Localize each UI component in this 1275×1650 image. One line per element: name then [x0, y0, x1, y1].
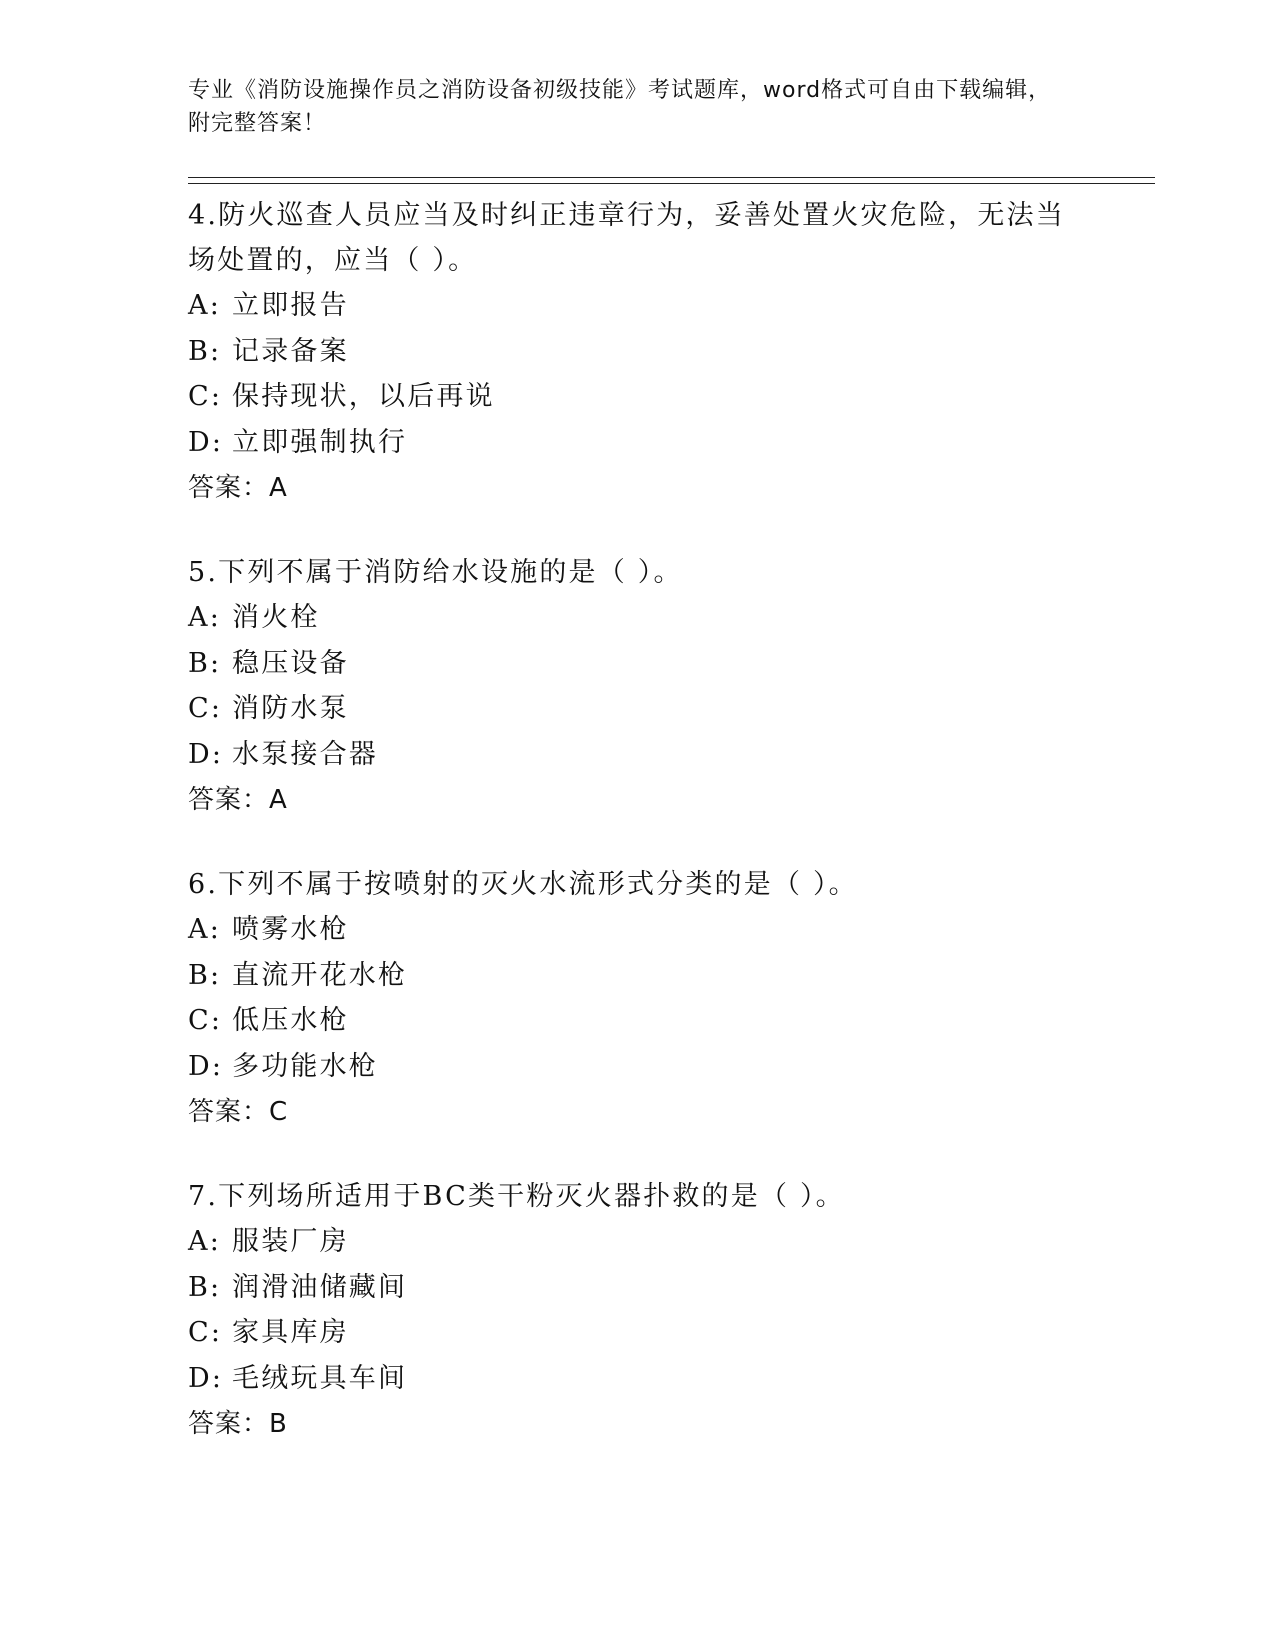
option-key: B:: [188, 959, 222, 991]
option-a: [188, 907, 1088, 953]
option-text: 喷雾水枪: [232, 914, 349, 945]
option-a: [188, 595, 1088, 641]
option-key: A:: [188, 602, 221, 633]
option-a: [188, 283, 1088, 329]
question-stem: 4.防火巡查人员应当及时纠正违章行为，妥善处置火灾危险，无法当场处置的，应当（ ）。: [188, 200, 1065, 276]
option-text: 消火栓: [232, 602, 320, 633]
option-key: D:: [188, 1362, 224, 1394]
option-d: [188, 1044, 1088, 1090]
option-text: 润滑油储藏间: [232, 1271, 408, 1303]
option-d: [188, 420, 1088, 466]
answer-line: 答案：A: [188, 473, 288, 503]
option-c: [188, 686, 1088, 732]
option-key: A:: [188, 290, 221, 321]
question-5: [188, 550, 1088, 823]
option-text: 家具库房: [232, 1317, 349, 1348]
option-key: B:: [188, 335, 222, 367]
option-b: [188, 953, 1088, 999]
option-text: 多功能水枪: [232, 1050, 378, 1082]
answer-line: 答案：C: [188, 1097, 289, 1127]
option-text: 立即报告: [232, 290, 349, 321]
option-key: C:: [188, 1005, 223, 1036]
option-key: C:: [188, 693, 223, 724]
question-stem: 6.下列不属于按喷射的灭火水流形式分类的是（ ）。: [188, 869, 858, 900]
option-text: 水泵接合器: [232, 738, 378, 770]
answer-line: 答案：A: [188, 785, 288, 815]
option-d: [188, 1356, 1088, 1402]
option-key: C:: [188, 1317, 223, 1348]
option-key: B:: [188, 1271, 222, 1303]
question-7: [188, 1174, 1088, 1447]
option-key: D:: [188, 426, 224, 458]
option-c: [188, 374, 1088, 420]
option-key: B:: [188, 647, 222, 679]
option-b: [188, 641, 1088, 687]
question-stem: 5.下列不属于消防给水设施的是（ ）。: [188, 557, 683, 588]
option-key: A:: [188, 914, 221, 945]
option-c: [188, 1310, 1088, 1356]
option-text: 毛绒玩具车间: [232, 1362, 408, 1394]
option-d: [188, 732, 1088, 778]
option-a: [188, 1219, 1088, 1265]
question-stem: 7.下列场所适用于BC类干粉灭火器扑救的是（ ）。: [188, 1181, 845, 1212]
question-4: [188, 193, 1088, 511]
answer-line: 答案：B: [188, 1409, 288, 1439]
option-text: 直流开花水枪: [232, 959, 408, 991]
option-text: 保持现状，以后再说: [232, 381, 495, 412]
option-key: C:: [188, 381, 223, 412]
document-intro: 专业《消防设施操作员之消防设备初级技能》考试题库，word格式可自由下载编辑，附完整答案！: [188, 78, 1052, 136]
option-c: [188, 998, 1088, 1044]
header-divider-top: [188, 177, 1155, 178]
option-b: [188, 1265, 1088, 1311]
option-text: 消防水泵: [232, 693, 349, 724]
option-text: 记录备案: [232, 335, 349, 367]
option-key: D:: [188, 738, 224, 770]
question-list: [188, 193, 1088, 1486]
header-divider-bottom: [188, 183, 1155, 184]
option-text: 稳压设备: [232, 647, 349, 679]
option-text: 服装厂房: [232, 1226, 349, 1257]
option-text: 立即强制执行: [232, 426, 408, 458]
question-6: [188, 862, 1088, 1135]
option-b: [188, 329, 1088, 375]
option-key: A:: [188, 1226, 221, 1257]
option-text: 低压水枪: [232, 1005, 349, 1036]
option-key: D:: [188, 1050, 224, 1082]
